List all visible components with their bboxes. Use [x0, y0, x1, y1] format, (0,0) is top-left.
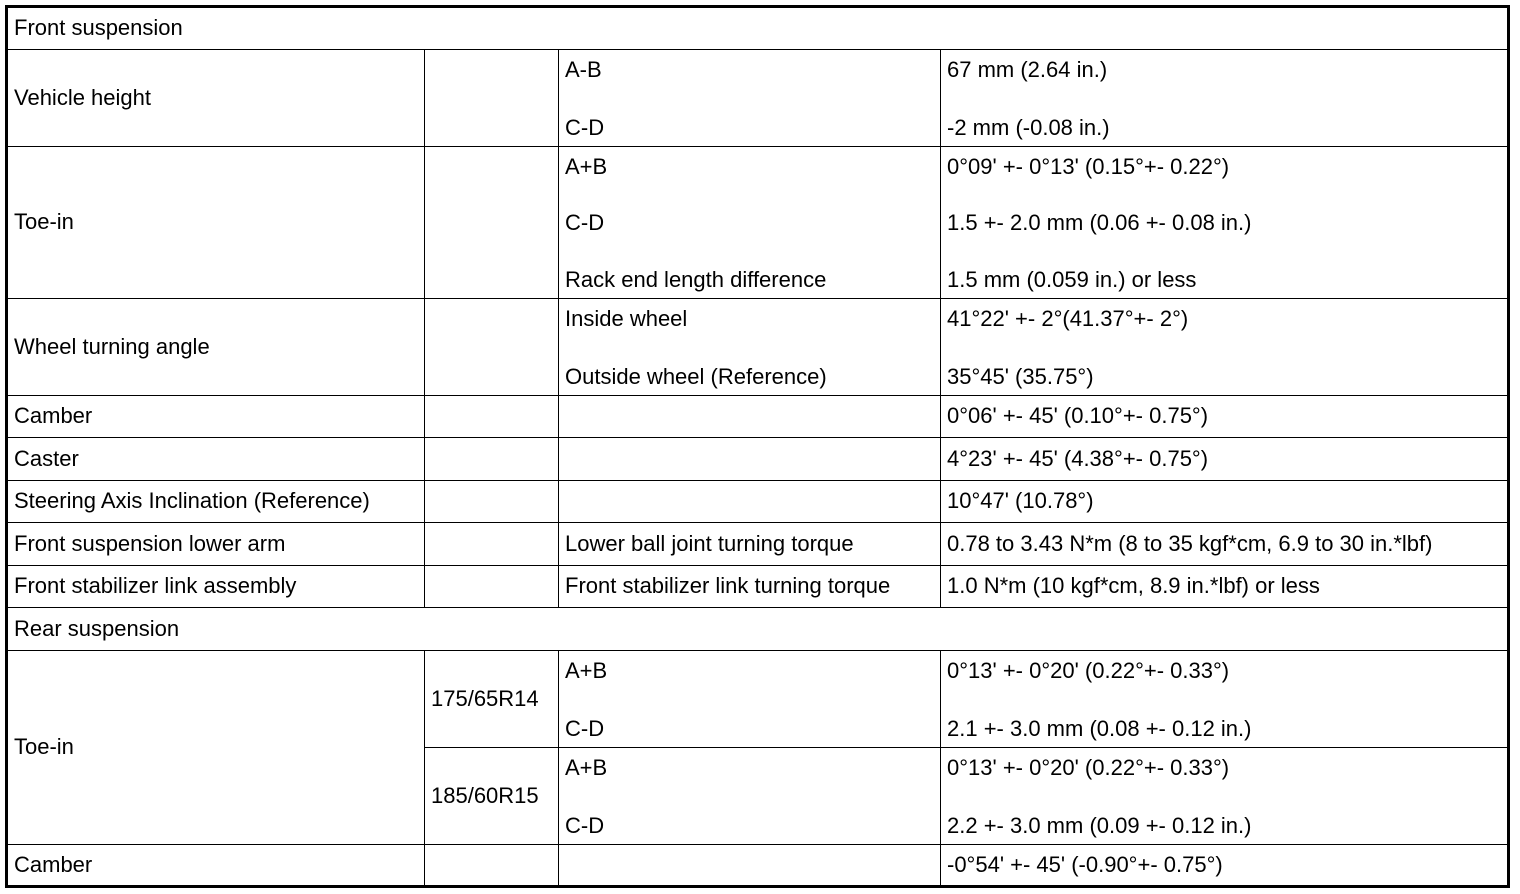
item-value: 41°22' +- 2°(41.37°+- 2°) [947, 306, 1189, 331]
stabilizer-label: Front stabilizer link assembly [7, 566, 425, 608]
tire-size-185: 185/60R15 [425, 748, 559, 845]
rear-camber-value: -0°54' +- 45' (-0.90°+- 0.75°) [941, 845, 1509, 887]
item-value: 0°09' +- 0°13' (0.15°+- 0.22°) [947, 154, 1230, 179]
item-value: 1.5 +- 2.0 mm (0.06 +- 0.08 in.) [947, 210, 1252, 236]
empty-cell [425, 523, 559, 566]
empty-cell [425, 50, 559, 147]
table-row [7, 481, 1509, 523]
empty-cell [425, 438, 559, 481]
table-row [7, 845, 1509, 887]
sai-value: 10°47' (10.78°) [941, 481, 1509, 523]
toe-in-label: Toe-in [7, 147, 425, 299]
rear-toe-in-label: Toe-in [7, 651, 425, 845]
table-row [7, 651, 1509, 748]
empty-cell [425, 299, 559, 396]
camber-value: 0°06' +- 45' (0.10°+- 0.75°) [941, 396, 1509, 438]
item-name: Rack end length difference [565, 266, 827, 292]
rear-camber-label: Camber [7, 845, 425, 887]
empty-cell [559, 438, 941, 481]
item-value: 2.2 +- 3.0 mm (0.09 +- 0.12 in.) [947, 812, 1252, 838]
table-row [7, 523, 1509, 566]
item-name: A+B [565, 755, 608, 780]
table-row [7, 396, 1509, 438]
item-value: 2.1 +- 3.0 mm (0.08 +- 0.12 in.) [947, 715, 1252, 741]
stabilizer-value: 1.0 N*m (10 kgf*cm, 8.9 in.*lbf) or less [941, 566, 1509, 608]
table-row [7, 299, 1509, 396]
lower-arm-item: Lower ball joint turning torque [559, 523, 941, 566]
empty-cell [559, 396, 941, 438]
front-section-title: Front suspension [7, 7, 1509, 50]
front-section-row [7, 7, 1509, 50]
table-row [7, 566, 1509, 608]
item-value: -2 mm (-0.08 in.) [947, 114, 1110, 140]
item-cell [559, 147, 941, 299]
table-row [7, 438, 1509, 481]
value-cell [941, 50, 1509, 147]
item-name: A+B [565, 154, 608, 179]
rear-section-title: Rear suspension [7, 608, 1509, 651]
suspension-spec-table [5, 5, 1510, 888]
item-name: C-D [565, 210, 605, 236]
item-name: A-B [565, 57, 602, 82]
empty-cell [425, 147, 559, 299]
empty-cell [425, 566, 559, 608]
item-value: 0°13' +- 0°20' (0.22°+- 0.33°) [947, 658, 1230, 683]
item-cell [559, 748, 941, 845]
value-cell [941, 651, 1509, 748]
item-name: A+B [565, 658, 608, 683]
item-name: C-D [565, 715, 605, 741]
lower-arm-value: 0.78 to 3.43 N*m (8 to 35 kgf*cm, 6.9 to 30 in.*lbf) [941, 523, 1509, 566]
caster-value: 4°23' +- 45' (4.38°+- 0.75°) [941, 438, 1509, 481]
stabilizer-item: Front stabilizer link turning torque [559, 566, 941, 608]
empty-cell [425, 396, 559, 438]
empty-cell [425, 845, 559, 887]
camber-label: Camber [7, 396, 425, 438]
item-cell [559, 50, 941, 147]
item-cell [559, 651, 941, 748]
item-name: C-D [565, 114, 605, 140]
item-value: 67 mm (2.64 in.) [947, 57, 1108, 82]
item-value: 1.5 mm (0.059 in.) or less [947, 266, 1197, 292]
item-value: 0°13' +- 0°20' (0.22°+- 0.33°) [947, 755, 1230, 780]
value-cell [941, 748, 1509, 845]
value-cell [941, 147, 1509, 299]
tire-size-175: 175/65R14 [425, 651, 559, 748]
empty-cell [559, 845, 941, 887]
table-row [7, 147, 1509, 299]
item-name: Outside wheel (Reference) [565, 363, 827, 389]
item-name: C-D [565, 812, 605, 838]
wheel-turning-angle-label: Wheel turning angle [7, 299, 425, 396]
item-cell [559, 299, 941, 396]
value-cell [941, 299, 1509, 396]
table-row [7, 50, 1509, 147]
item-name: Inside wheel [565, 306, 688, 331]
item-value: 35°45' (35.75°) [947, 363, 1094, 389]
rear-section-row [7, 608, 1509, 651]
lower-arm-label: Front suspension lower arm [7, 523, 425, 566]
caster-label: Caster [7, 438, 425, 481]
vehicle-height-label: Vehicle height [7, 50, 425, 147]
empty-cell [425, 481, 559, 523]
empty-cell [559, 481, 941, 523]
sai-label: Steering Axis Inclination (Reference) [7, 481, 425, 523]
